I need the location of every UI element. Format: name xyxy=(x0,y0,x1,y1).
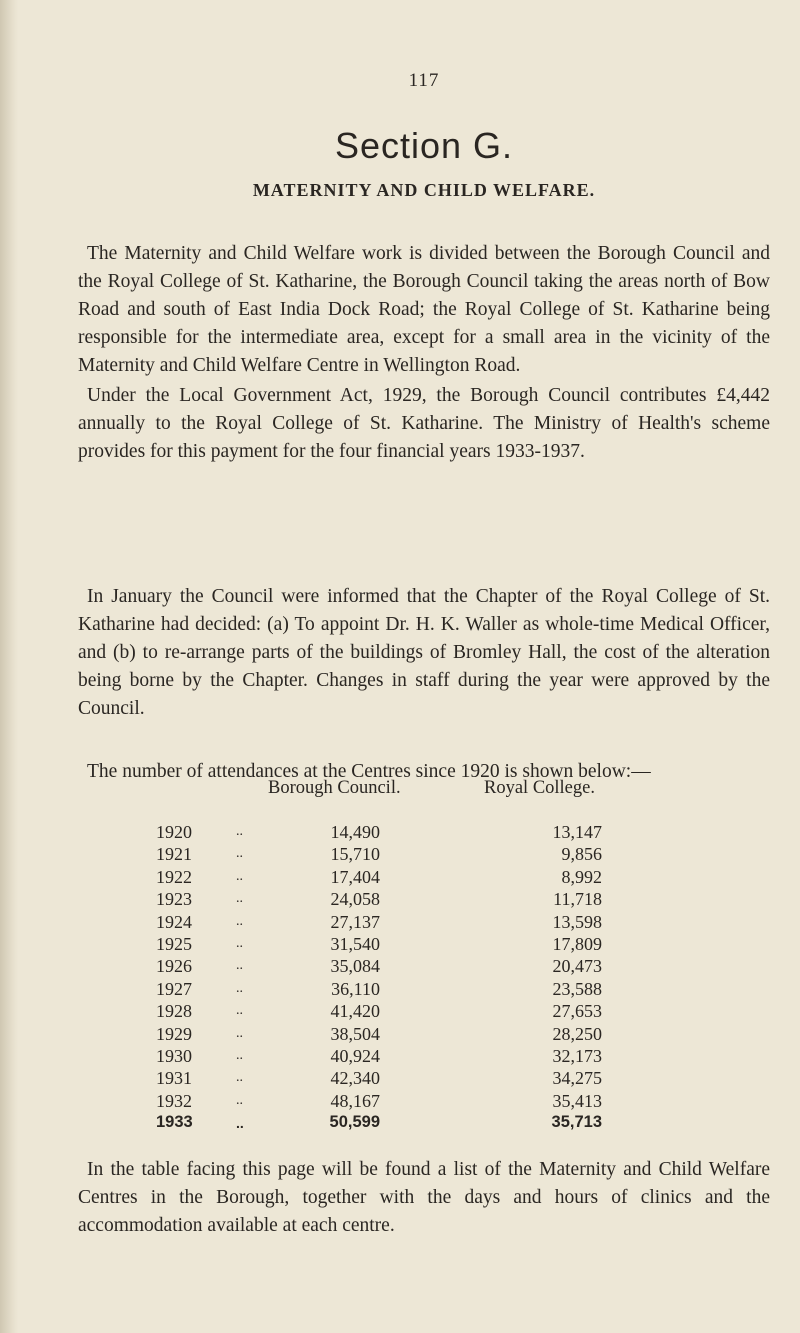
year-cell: 1927 xyxy=(156,978,192,999)
page-number: 117 xyxy=(408,70,440,91)
borough-council-cell: 31,540 xyxy=(330,933,380,954)
table-row xyxy=(78,912,770,934)
borough-council-cell: 36,110 xyxy=(331,978,380,999)
attendance-table xyxy=(78,778,770,1135)
leader-dots: .. xyxy=(236,1025,243,1041)
royal-college-cell: 13,147 xyxy=(552,822,602,842)
paragraph-contribution: Under the Local Government Act, 1929, the Borough Council contributes £4,442 annually to the Royal College of St. Katharine. The Ministry of Health's scheme provides for this payment for the four financial years 1933-1937. xyxy=(78,384,770,462)
year-cell: 1926 xyxy=(156,956,192,977)
royal-college-cell: 27,653 xyxy=(552,1001,602,1022)
year-cell: 1932 xyxy=(156,1090,192,1111)
royal-college-cell: 35,413 xyxy=(552,1090,602,1111)
year-cell: 1923 xyxy=(156,889,192,910)
borough-council-cell: 38,504 xyxy=(330,1023,380,1044)
table-row xyxy=(78,1001,770,1023)
borough-council-cell: 48,167 xyxy=(330,1090,380,1111)
borough-council-cell: 50,599 xyxy=(329,1113,380,1132)
year-cell: 1921 xyxy=(156,844,192,865)
page-binding-shadow xyxy=(0,0,18,1333)
leader-dots: .. xyxy=(236,846,243,862)
leader-dots: .. xyxy=(236,980,243,996)
table-row xyxy=(78,1046,770,1068)
table-row xyxy=(78,934,770,956)
year-cell: 1933 xyxy=(156,1113,193,1132)
table-row xyxy=(78,889,770,911)
column-header-borough: Borough Council. xyxy=(268,778,401,798)
column-header-royal: Royal College. xyxy=(484,778,595,798)
paragraph-division-of-work: The Maternity and Child Welfare work is divided between the Borough Council and the Royal College of St. Katharine, the Borough Council taking the areas north of Bow Road and south of East India Dock Road; the Royal College of St. Katharine being responsible for the intermediate area, except for a small area in the vicinity of the Maternity and Child Welfare Centre in Wellington Road. xyxy=(78,242,770,376)
royal-college-cell: 35,713 xyxy=(551,1113,602,1132)
section-title: Section G. xyxy=(334,125,514,166)
borough-council-cell: 41,420 xyxy=(330,1001,380,1022)
year-cell: 1920 xyxy=(156,822,192,842)
leader-dots: .. xyxy=(236,1070,243,1086)
royal-college-cell: 32,173 xyxy=(552,1045,602,1066)
royal-college-cell: 28,250 xyxy=(552,1023,602,1044)
leader-dots: .. xyxy=(236,868,243,884)
paragraph-attendance-intro: The number of attendances at the Centres since 1920 is shown below:— xyxy=(87,760,651,782)
year-cell: 1924 xyxy=(156,911,192,932)
leader-dots: .. xyxy=(236,1003,243,1019)
table-row xyxy=(78,1113,770,1135)
borough-council-cell: 40,924 xyxy=(330,1045,380,1066)
borough-council-cell: 14,490 xyxy=(330,822,380,842)
year-cell: 1922 xyxy=(156,866,192,887)
table-row xyxy=(78,1024,770,1046)
borough-council-cell: 27,137 xyxy=(330,911,380,932)
royal-college-cell: 13,598 xyxy=(552,911,602,932)
year-cell: 1930 xyxy=(156,1045,192,1066)
royal-college-cell: 17,809 xyxy=(552,933,602,954)
borough-council-cell: 24,058 xyxy=(330,889,380,910)
table-row xyxy=(78,956,770,978)
table-row xyxy=(78,1091,770,1113)
table-body xyxy=(78,822,770,1135)
leader-dots: .. xyxy=(236,1047,243,1063)
leader-dots: .. xyxy=(236,913,243,929)
borough-council-cell: 35,084 xyxy=(330,956,380,977)
table-header xyxy=(78,778,770,822)
year-cell: 1925 xyxy=(156,933,192,954)
paragraph-chapter-decision: In January the Council were informed that the Chapter of the Royal College of St. Katharine had decided: (a) To appoint Dr. H. K. Waller as whole-time Medical Officer, and (b) to re-arrange parts of the buildings of Bromley Hall, the cost of the alteration being borne by the Chapter. Changes in staff during the year were approved by the Council. xyxy=(78,585,770,719)
table-row xyxy=(78,844,770,866)
royal-college-cell: 34,275 xyxy=(552,1068,602,1089)
royal-college-cell: 20,473 xyxy=(552,956,602,977)
borough-council-cell: 15,710 xyxy=(330,844,380,865)
borough-council-cell: 17,404 xyxy=(330,866,380,887)
year-cell: 1931 xyxy=(156,1068,192,1089)
leader-dots: .. xyxy=(236,935,243,951)
royal-college-cell: 8,992 xyxy=(561,866,602,887)
royal-college-cell: 23,588 xyxy=(552,978,602,999)
paragraph-centres-list: In the table facing this page will be found a list of the Maternity and Child Welfare Centres in the Borough, together with the days and hours of clinics and the accommodation available at each centre. xyxy=(78,1158,770,1236)
leader-dots: .. xyxy=(236,958,243,974)
table-row xyxy=(78,979,770,1001)
table-row xyxy=(78,822,770,844)
leader-dots: .. xyxy=(236,1092,243,1108)
table-row xyxy=(78,867,770,889)
section-subtitle: MATERNITY AND CHILD WELFARE. xyxy=(252,180,596,200)
royal-college-cell: 11,718 xyxy=(553,889,602,910)
borough-council-cell: 42,340 xyxy=(330,1068,380,1089)
leader-dots: .. xyxy=(236,1115,244,1132)
royal-college-cell: 9,856 xyxy=(561,844,602,865)
table-row xyxy=(78,1068,770,1090)
year-cell: 1929 xyxy=(156,1023,192,1044)
year-cell: 1928 xyxy=(156,1001,192,1022)
leader-dots: .. xyxy=(236,824,243,839)
leader-dots: .. xyxy=(236,891,243,907)
